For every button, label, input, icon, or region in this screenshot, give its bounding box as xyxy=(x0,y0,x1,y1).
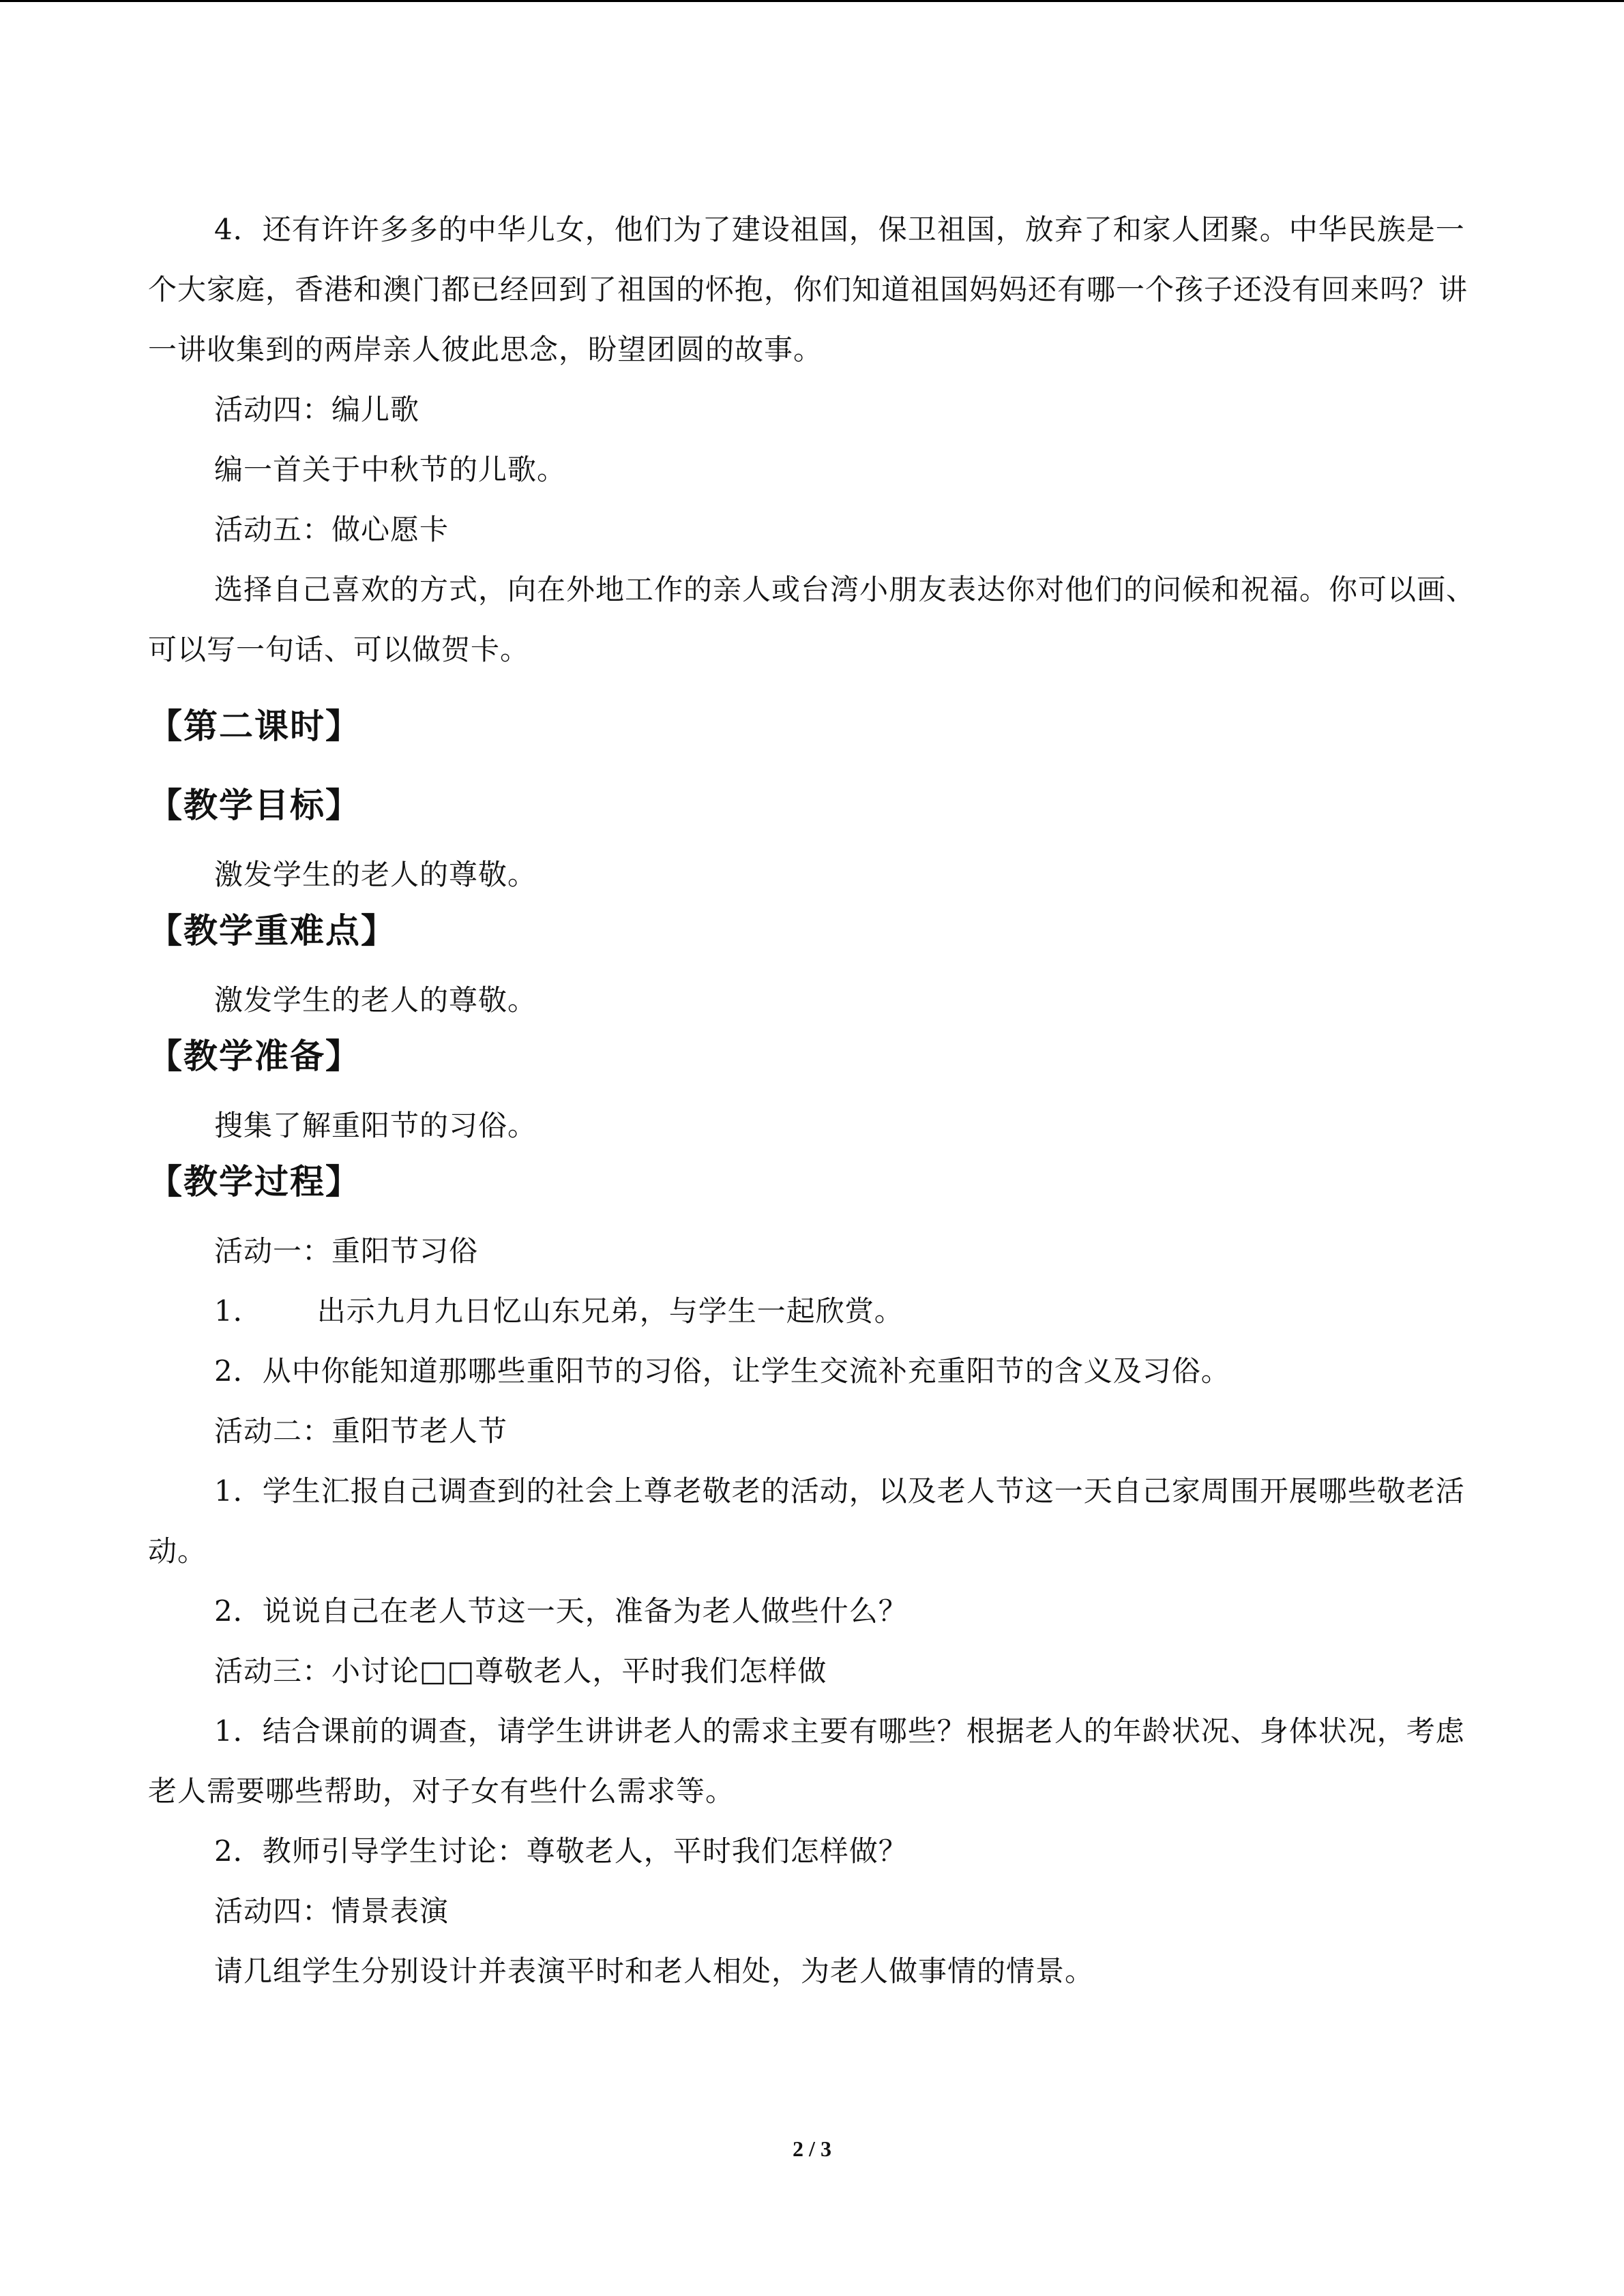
list-item xyxy=(148,1281,1478,1341)
heading-key-points: 【教学重难点】 xyxy=(148,911,396,951)
paragraph: 编一首关于中秋节的儿歌。 xyxy=(214,453,567,486)
activity-title: 活动三：小讨论□□尊敬老人，平时我们怎样做 xyxy=(214,1654,827,1688)
activity-title: 活动四：编儿歌 xyxy=(214,393,420,426)
list-item: 2．教师引导学生讨论：尊敬老人，平时我们怎样做？ xyxy=(214,1834,908,1868)
activity-title: 活动二：重阳节老人节 xyxy=(214,1414,508,1448)
heading-preparation: 【教学准备】 xyxy=(148,1037,361,1076)
list-text: 出示九月九日忆山东兄弟，与学生一起欣赏。 xyxy=(316,1294,904,1328)
list-item: 2．从中你能知道那哪些重阳节的习俗，让学生交流补充重阳节的含义及习俗。 xyxy=(214,1354,1230,1388)
activity-title: 活动一：重阳节习俗 xyxy=(214,1234,479,1268)
prep-text: 搜集了解重阳节的习俗。 xyxy=(214,1109,537,1142)
list-item: 1．结合课前的调查，请学生讲讲老人的需求主要有哪些？根据老人的年龄状况、身体状况，考虑老人需要哪些帮助，对子女有些什么需求等。 xyxy=(148,1714,1465,1808)
paragraph-story: 4．还有许许多多的中华儿女，他们为了建设祖国，保卫祖国，放弃了和家人团聚。中华民族是一个大家庭，香港和澳门都已经回到了祖国的怀抱，你们知道祖国妈妈还有哪一个孩子还没有回来吗？讲一讲收集到的两岸亲人彼此思念，盼望团圆的故事。 xyxy=(148,213,1468,366)
activity-title: 活动五：做心愿卡 xyxy=(214,513,449,546)
heading-goal: 【教学目标】 xyxy=(148,786,361,825)
paragraph: 选择自己喜欢的方式，向在外地工作的亲人或台湾小朋友表达你对他们的问候和祝福。你可以画、可以写一句话、可以做贺卡。 xyxy=(148,573,1476,666)
document-body xyxy=(148,200,1478,2001)
heading-lesson2: 【第二课时】 xyxy=(148,706,361,746)
key-text: 激发学生的老人的尊敬。 xyxy=(214,983,537,1017)
paragraph: 请几组学生分别设计并表演平时和老人相处，为老人做事情的情景。 xyxy=(214,1954,1095,1988)
page-number: 2 / 3 xyxy=(793,2136,831,2161)
list-item: 2．说说自己在老人节这一天，准备为老人做些什么？ xyxy=(214,1594,908,1628)
heading-process: 【教学过程】 xyxy=(148,1162,361,1202)
goal-text: 激发学生的老人的尊敬。 xyxy=(214,858,537,891)
activity-title: 活动四：情景表演 xyxy=(214,1894,449,1928)
list-number: 1． xyxy=(214,1294,263,1328)
list-item: 1．学生汇报自己调查到的社会上尊老敬老的活动，以及老人节这一天自己家周围开展哪些敬老活动。 xyxy=(148,1474,1465,1568)
